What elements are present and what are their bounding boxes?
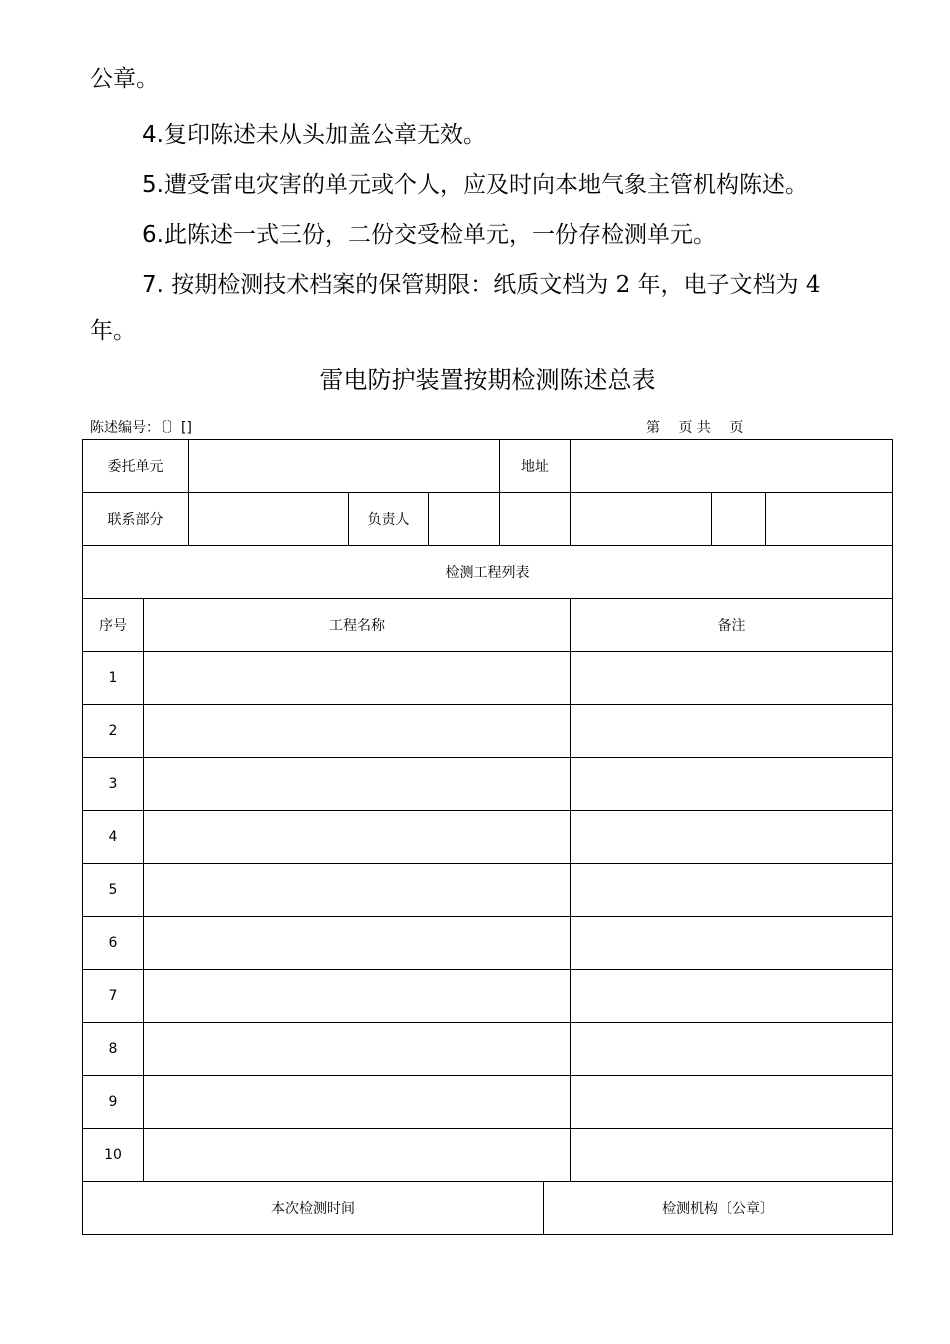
contact-extra-cell-4[interactable] <box>766 493 893 546</box>
note-item-7-text-b: 年，电子文档为 <box>630 272 806 298</box>
table-row <box>83 1023 893 1076</box>
inspection-time-label: 本次检测时间 <box>83 1182 544 1235</box>
contact-extra-cell-1[interactable] <box>500 493 571 546</box>
row-number: 5 <box>83 864 144 917</box>
list-title: 检测工程列表 <box>83 546 893 599</box>
inspection-org-seal-label: 检测机构〔公章〕 <box>544 1182 893 1235</box>
remark-cell[interactable] <box>571 1129 893 1182</box>
remark-cell[interactable] <box>571 811 893 864</box>
note-item-4: 4.复印陈述未从头加盖公章无效。 <box>142 122 486 148</box>
form-title: 雷电防护装置按期检测陈述总表 <box>319 366 656 394</box>
remark-cell[interactable] <box>571 705 893 758</box>
inspection-summary-table <box>82 439 893 1235</box>
list-header-row <box>83 599 893 652</box>
address-value[interactable] <box>571 440 893 493</box>
row-number: 6 <box>83 917 144 970</box>
report-number: 陈述编号：〔〕[] <box>90 420 192 436</box>
dept-value[interactable] <box>189 493 349 546</box>
person-value[interactable] <box>429 493 500 546</box>
person-label: 负责人 <box>349 493 429 546</box>
table-row <box>83 652 893 705</box>
project-name-cell[interactable] <box>144 811 571 864</box>
row-number: 4 <box>83 811 144 864</box>
project-name-cell[interactable] <box>144 758 571 811</box>
page-info: 第 页 共 页 <box>646 420 744 436</box>
row-number: 3 <box>83 758 144 811</box>
table-row <box>83 864 893 917</box>
project-name-cell[interactable] <box>144 917 571 970</box>
project-name-cell[interactable] <box>144 652 571 705</box>
project-name-cell[interactable] <box>144 1129 571 1182</box>
col-header-no: 序号 <box>83 599 144 652</box>
table-row <box>83 758 893 811</box>
note-item-7-digital-years: 4 <box>805 272 821 298</box>
remark-cell[interactable] <box>571 864 893 917</box>
project-name-cell[interactable] <box>144 970 571 1023</box>
contact-extra-cell-2[interactable] <box>571 493 712 546</box>
project-name-cell[interactable] <box>144 1076 571 1129</box>
row-number: 9 <box>83 1076 144 1129</box>
contact-extra-cell-3[interactable] <box>712 493 766 546</box>
note-item-5: 5.遭受雷电灾害的单元或个人，应及时向本地气象主管机构陈述。 <box>142 172 808 198</box>
remark-cell[interactable] <box>571 652 893 705</box>
table-row <box>83 917 893 970</box>
col-header-remark: 备注 <box>571 599 893 652</box>
col-header-name: 工程名称 <box>144 599 571 652</box>
project-name-cell[interactable] <box>144 864 571 917</box>
contact-row <box>83 493 893 546</box>
remark-cell[interactable] <box>571 917 893 970</box>
client-label: 委托单元 <box>83 440 189 493</box>
address-label: 地址 <box>500 440 571 493</box>
table-row <box>83 970 893 1023</box>
dept-label: 联系部分 <box>83 493 189 546</box>
remark-cell[interactable] <box>571 758 893 811</box>
list-title-row <box>83 546 893 599</box>
client-value[interactable] <box>189 440 500 493</box>
remark-cell[interactable] <box>571 1076 893 1129</box>
row-number: 2 <box>83 705 144 758</box>
client-row <box>83 440 893 493</box>
row-number: 7 <box>83 970 144 1023</box>
row-number: 8 <box>83 1023 144 1076</box>
note-item-7-end: 年。 <box>90 318 136 344</box>
note-item-7-text-a: 7. 按期检测技术档案的保管期限：纸质文档为 <box>142 272 616 298</box>
note-continuation: 公章。 <box>90 66 159 92</box>
note-item-6: 6.此陈述一式三份，二份交受检单元，一份存检测单元。 <box>142 222 716 248</box>
table-row <box>83 1129 893 1182</box>
project-name-cell[interactable] <box>144 1023 571 1076</box>
note-item-7 <box>142 270 820 300</box>
remark-cell[interactable] <box>571 970 893 1023</box>
remark-cell[interactable] <box>571 1023 893 1076</box>
note-item-7-paper-years: 2 <box>615 272 631 298</box>
project-name-cell[interactable] <box>144 705 571 758</box>
row-number: 1 <box>83 652 144 705</box>
table-row <box>83 705 893 758</box>
table-row <box>83 1076 893 1129</box>
table-row <box>83 811 893 864</box>
footer-row <box>83 1182 893 1235</box>
row-number: 10 <box>83 1129 144 1182</box>
